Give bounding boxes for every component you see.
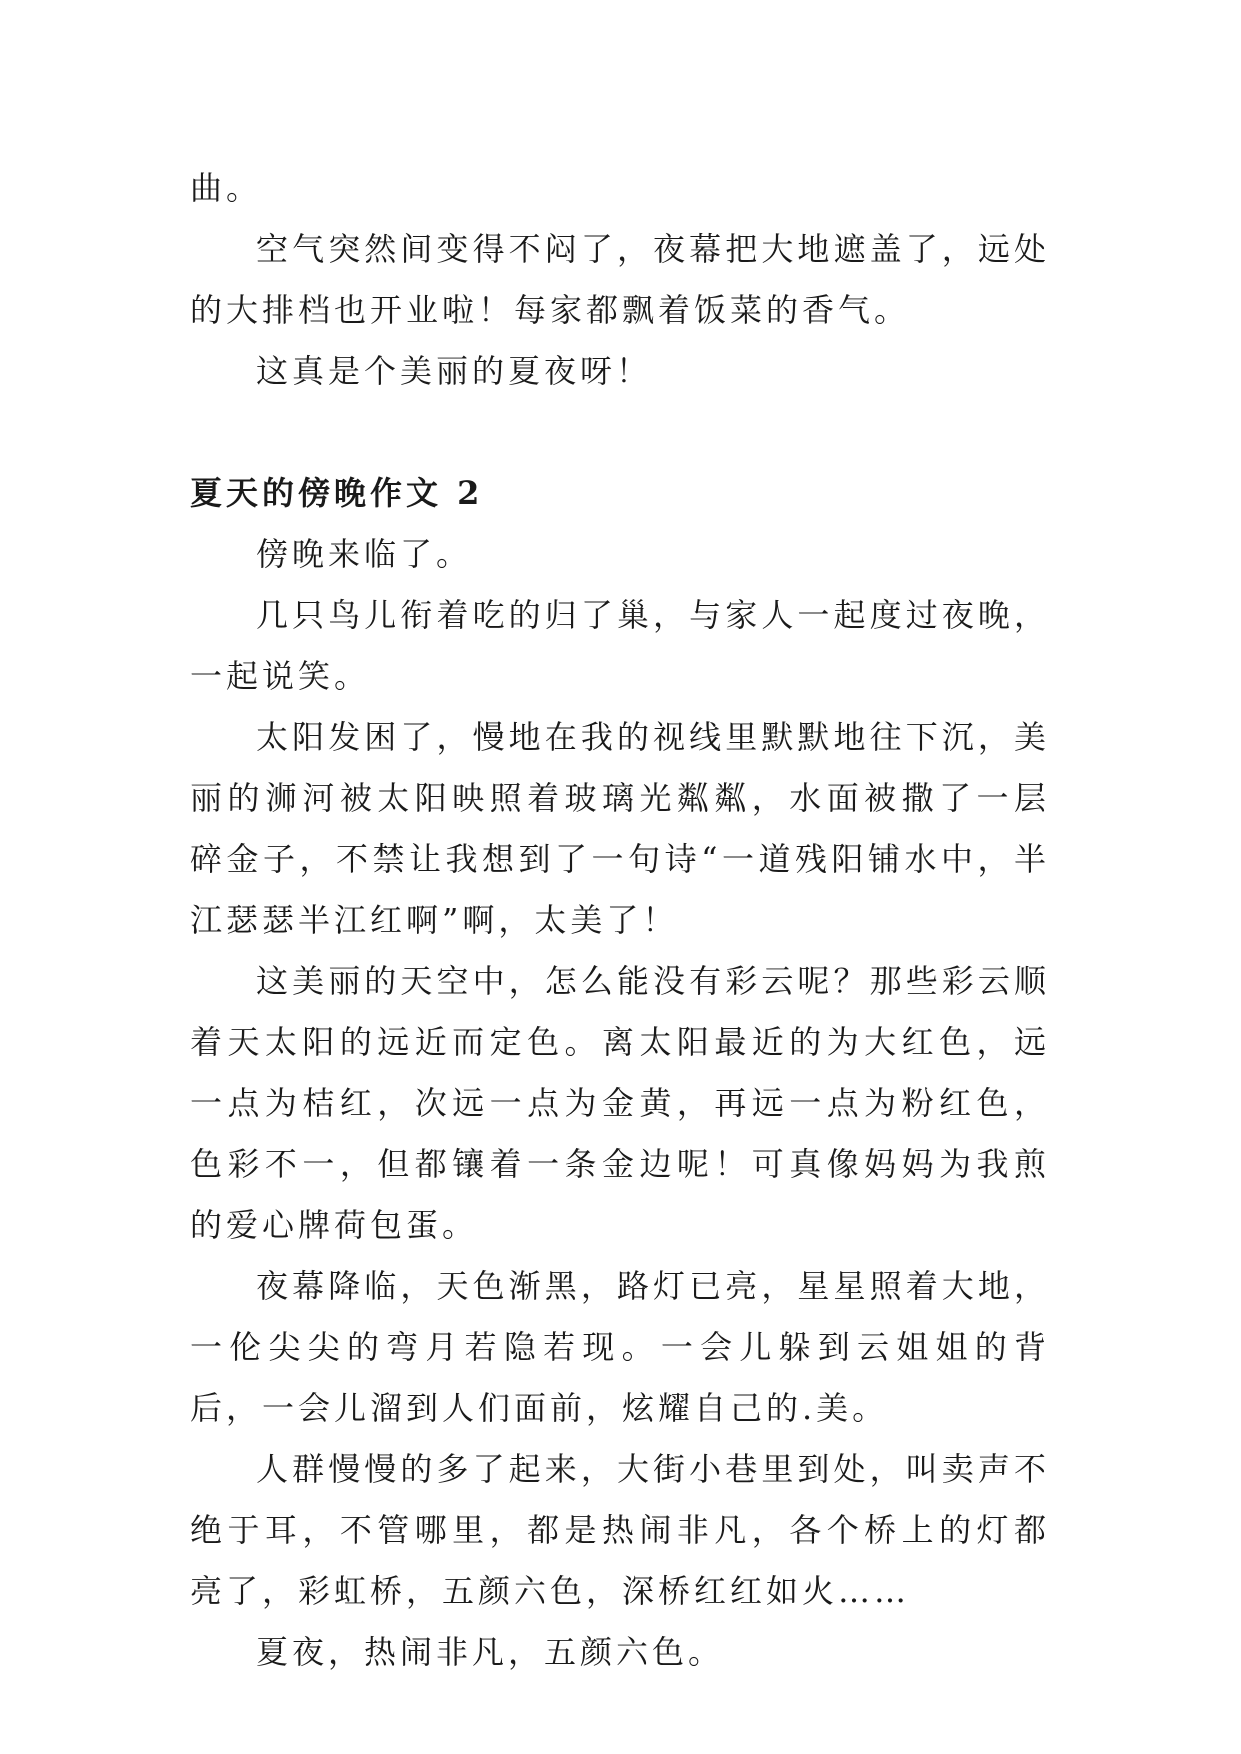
paragraph: 夏夜，热闹非凡，五颜六色。 xyxy=(256,1633,725,1671)
paragraph: 太阳发困了，慢地在我的视线里默默地往下沉，美丽的浉河被太阳映照着玻璃光粼粼，水面被撒了一层碎金子，不禁让我想到了一句诗“一道残阳铺水中，半江瑟瑟半江红啊”啊，太美了！ xyxy=(190,718,1050,939)
paragraph: 这真是个美丽的夏夜呀！ xyxy=(256,352,653,390)
paragraph: 人群慢慢的多了起来，大街小巷里到处，叫卖声不绝于耳，不管哪里，都是热闹非凡，各个桥上的灯都亮了，彩虹桥，五颜六色，深桥红红如火…… xyxy=(190,1450,1050,1610)
section-spacer xyxy=(190,402,1050,463)
paragraph: 这美丽的天空中，怎么能没有彩云呢？那些彩云顺着天太阳的远近而定色。离太阳最近的为大红色，远一点为桔红，次远一点为金黄，再远一点为粉红色，色彩不一，但都镶着一条金边呢！可真像妈妈为我煎的爱心牌荷包蛋。 xyxy=(190,962,1050,1244)
paragraph-continuation: 曲。 xyxy=(190,169,263,207)
section-title: 夏天的傍晚作文 2 xyxy=(190,474,484,512)
paragraph: 傍晚来临了。 xyxy=(256,535,473,573)
paragraph: 几只鸟儿衔着吃的归了巢，与家人一起度过夜晚，一起说笑。 xyxy=(190,596,1050,695)
document-body xyxy=(190,158,1050,1683)
paragraph: 空气突然间变得不闷了，夜幕把大地遮盖了，远处的大排档也开业啦！每家都飘着饭菜的香气。 xyxy=(190,230,1050,329)
paragraph: 夜幕降临，天色渐黑，路灯已亮，星星照着大地，一伦尖尖的弯月若隐若现。一会儿躲到云姐姐的背后，一会儿溜到人们面前，炫耀自己的.美。 xyxy=(190,1267,1050,1427)
